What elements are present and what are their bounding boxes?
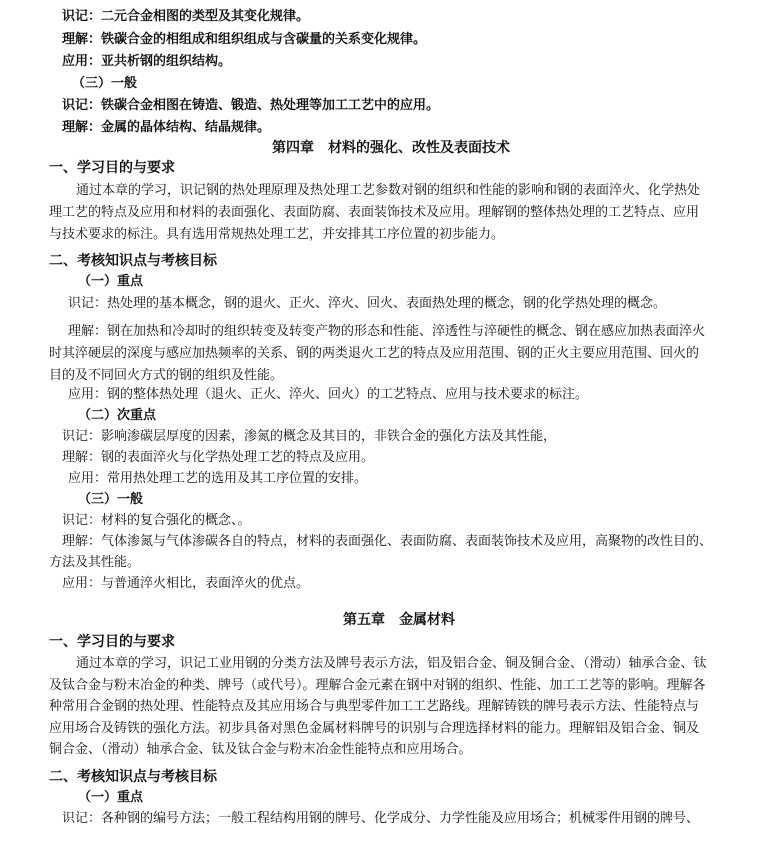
text-line: 时其淬硬层的深度与感应加热频率的关系、钢的两类退火工艺的特点及应用范围、钢的正火主要应用范围、回火的 <box>49 346 700 361</box>
text-line: 识记：各种钢的编号方法；一般工程结构用钢的牌号、化学成分、力学性能及应用场合；机械零件用钢的牌号、 <box>62 811 700 826</box>
text-line: 识记：热处理的基本概念，钢的退火、正火、淬火、回火、表面热处理的概念，钢的化学热处理的概念。 <box>68 296 667 311</box>
text-line: 理解：气体渗氮与气体渗碳各自的特点，材料的表面强化、表面防腐、表面装饰技术及应用，高聚物的改性目的、 <box>62 534 713 549</box>
subsection-heading: （三）一般 <box>78 492 144 507</box>
paragraph-line: 铜合金、（滑动）轴承合金、钛及钛合金与粉末冶金性能特点和应用场合。 <box>49 742 472 757</box>
chapter-title: 第五章 金属材料 <box>343 612 455 628</box>
subsection-heading: （一）重点 <box>78 790 144 805</box>
chapter-title: 第四章 材料的强化、改性及表面技术 <box>272 140 510 156</box>
text-line: 识记：材料的复合强化的概念、。 <box>62 513 251 528</box>
paragraph-line: 理工艺的特点及应用和材料的表面强化、表面防腐、表面装饰技术及应用。理解钢的整体热处理的工艺特点、应用 <box>49 205 700 220</box>
text-line: 识记：影响渗碳层厚度的因素，渗氮的概念及其目的，非铁合金的强化方法及其性能， <box>62 429 557 444</box>
subsection-heading: （二）次重点 <box>78 408 157 423</box>
paragraph-line: 及钛合金与粉末冶金的种类、牌号（或代号）。理解合金元素在钢中对钢的组织、性能、加工工艺等的影响。理解各 <box>49 678 706 693</box>
text-line: 理解：钢在加热和冷却时的组织转变及转变产物的形态和性能、淬透性与淬硬性的概念、钢在感应加热表面淬火 <box>68 324 706 339</box>
section-heading: 一、学习目的与要求 <box>49 160 175 176</box>
text-line: 识记：铁碳合金相图在铸造、锻造、热处理等加工工艺中的应用。 <box>62 98 440 113</box>
text-line: 应用：钢的整体热处理（退火、正火、淬火、回火）的工艺特点、应用与技术要求的标注。 <box>68 387 589 402</box>
text-line: 理解：铁碳合金的相组成和组织组成与含碳量的关系变化规律。 <box>62 32 427 47</box>
subsection-heading: （三）一般 <box>72 76 138 91</box>
paragraph-line: 应用场合及铸铁的强化方法。初步具备对黑色金属材料牌号的识别与合理选择材料的能力。理解铝及铝合金、铜及 <box>49 721 700 736</box>
text-line: 理解：钢的表面淬火与化学热处理工艺的特点及应用。 <box>62 450 375 465</box>
section-heading: 二、考核知识点与考核目标 <box>49 253 217 269</box>
subsection-heading: （一）重点 <box>78 274 144 289</box>
text-line: 应用：与普通淬火相比，表面淬火的优点。 <box>62 576 310 591</box>
text-line: 应用：常用热处理工艺的选用及其工序位置的安排。 <box>68 471 368 486</box>
paragraph-line: 种常用合金钢的热处理、性能特点及其应用场合与典型零件加工工艺路线。理解铸铁的牌号表示方法、性能特点与 <box>49 699 700 714</box>
paragraph-line: 通过本章的学习，识记工业用钢的分类方法及牌号表示方法，铝及铝合金、铜及铜合金、（滑动）轴承合金、钛 <box>76 656 707 671</box>
paragraph-line: 与技术要求的标注。具有选用常规热处理工艺，并安排其工序位置的初步能力。 <box>49 227 505 242</box>
text-line: 应用：亚共析钢的组织结构。 <box>62 54 232 69</box>
paragraph-line: 通过本章的学习，识记钢的热处理原理及热处理工艺参数对钢的组织和性能的影响和钢的表面淬火、化学热处 <box>76 183 701 198</box>
text-line: 理解：金属的晶体结构、结晶规律。 <box>62 120 271 135</box>
text-line: 识记：二元合金相图的类型及其变化规律。 <box>62 9 310 24</box>
section-heading: 二、考核知识点与考核目标 <box>49 769 217 785</box>
text-line: 方法及其性能。 <box>49 555 141 570</box>
section-heading: 一、学习目的与要求 <box>49 634 175 650</box>
text-line: 目的及不同回火方式的钢的组织及性能。 <box>49 368 284 383</box>
